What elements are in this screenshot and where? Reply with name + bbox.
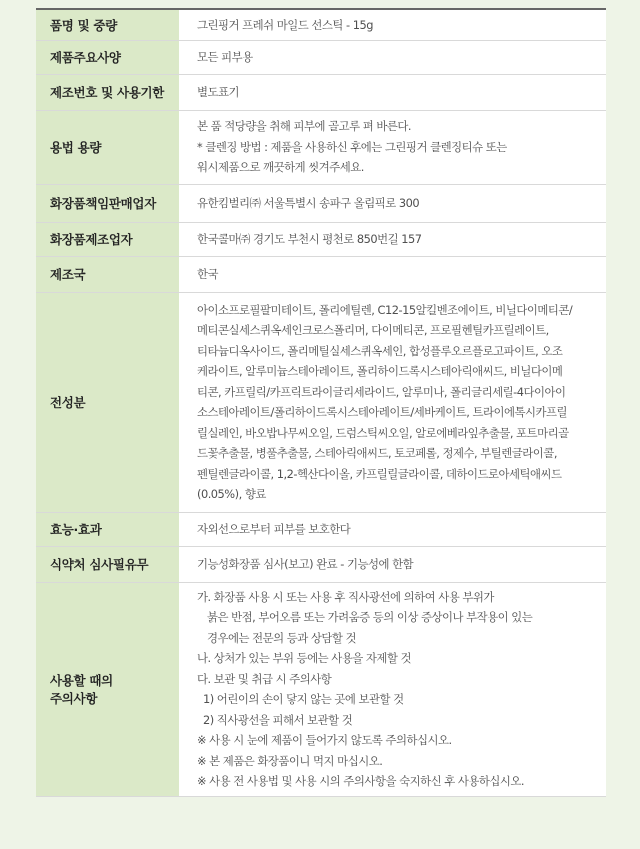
caution-line: ※ 본 제품은 화장품이니 먹지 마십시오. bbox=[197, 753, 383, 768]
row-label-manufacturer: 화장품제조업자 bbox=[36, 222, 179, 256]
row-value-distributor: 유한킴벌리㈜ 서울특별시 송파구 올림픽로 300 bbox=[179, 184, 606, 222]
row-value-lot-expiry: 별도표기 bbox=[179, 74, 606, 110]
caution-line: ※ 사용 전 사용법 및 사용 시의 주의사항을 숙지하신 후 사용하십시오. bbox=[197, 774, 524, 788]
caution-line: 나. 상처가 있는 부위 등에는 사용을 자제할 것 bbox=[197, 651, 412, 665]
row-label-usage: 용법 용량 bbox=[36, 110, 179, 184]
table-row bbox=[36, 256, 606, 292]
caution-line: 붉은 반점, 부어오름 또는 가려움증 등의 이상 증상이나 부작용이 있는 bbox=[207, 610, 533, 624]
row-label-mfds-review: 식약처 심사필유무 bbox=[36, 546, 179, 582]
caution-line: 경우에는 전문의 등과 상담할 것 bbox=[207, 630, 357, 645]
caution-line: 다. 보관 및 취급 시 주의사항 bbox=[197, 671, 332, 686]
row-label-name-weight: 품명 및 중량 bbox=[36, 10, 179, 40]
table-row bbox=[36, 40, 606, 74]
row-label-main-spec: 제품주요사양 bbox=[36, 40, 179, 74]
row-value-mfds-review: 기능성화장품 심사(보고) 완료 - 기능성에 한함 bbox=[179, 546, 606, 582]
table-row bbox=[36, 184, 606, 222]
table-row bbox=[36, 222, 606, 256]
table-row bbox=[36, 546, 606, 582]
table-row bbox=[36, 74, 606, 110]
caution-line: 가. 화장품 사용 시 또는 사용 후 직사광선에 의하여 사용 부위가 bbox=[197, 589, 494, 604]
table-row bbox=[36, 292, 606, 512]
table-row bbox=[36, 10, 606, 40]
table-row bbox=[36, 512, 606, 546]
row-value-country: 한국 bbox=[179, 256, 606, 292]
row-label-lot-expiry: 제조번호 및 사용기한 bbox=[36, 74, 179, 110]
table-row bbox=[36, 582, 606, 796]
row-value-main-spec: 모든 피부용 bbox=[179, 40, 606, 74]
row-value-usage: 본 품 적당량을 취해 피부에 골고루 펴 바른다. * 클렌징 방법 : 제품을 사용하신 후에는 그린핑거 클렌징티슈 또는 워시제품으로 깨끗하게 씻겨주세요. bbox=[179, 110, 606, 184]
row-label-cautions: 사용할 때의 주의사항 bbox=[36, 582, 179, 796]
row-label-ingredients: 전성분 bbox=[36, 292, 179, 512]
caution-line: 2) 직사광선을 피해서 보관할 것 bbox=[203, 712, 353, 727]
row-value-manufacturer: 한국콜마㈜ 경기도 부천시 평천로 850번길 157 bbox=[179, 222, 606, 256]
row-value-cautions bbox=[179, 582, 606, 796]
table-row bbox=[36, 110, 606, 184]
row-label-efficacy: 효능·효과 bbox=[36, 512, 179, 546]
caution-line: ※ 사용 시 눈에 제품이 들어가지 않도록 주의하십시오. bbox=[197, 733, 452, 747]
product-info-table bbox=[36, 10, 606, 797]
caution-line: 1) 어린이의 손이 닿지 않는 곳에 보관할 것 bbox=[203, 692, 404, 706]
row-label-distributor: 화장품책임판매업자 bbox=[36, 184, 179, 222]
row-value-name-weight: 그린핑거 프레쉬 마일드 선스틱 - 15g bbox=[179, 10, 606, 40]
row-value-ingredients: 아이소프로필팔미테이트, 폴리에틸렌, C12-15알킬벤조에이트, 비닐다이메티콘/ 메티콘실세스퀴옥세인크로스폴리머, 다이메티콘, 프로필헨틸카프릴레이트, 티타늄디옥사이드, 폴리메틸실세스퀴옥세인, 합성플루오르플로고파이트, 오조 케라이트, 알루미늄스테아레이트, 폴리하이드록시스테아릭애씨드, 비닐다이메 티콘, 카프릴릭/카프릭트라이글리세라이드, 알루미나, 폴리글리세릴-4다이아이 소스테아레이트/폴리하이드록시스테아레이트/세바케이트, 트라이에톡시카프릴 릴실레인, 바오밥나무씨오일, 드럼스틱씨오일, 알로에베라잎추출물, 포트마리골 드꽃추출물, 병풀추출물, 스테아릭애씨드, 토코페롤, 정제수, 부틸렌글라이콜, 펜틸렌글라이콜, 1,2-헥산다이올, 카프릴릴글라이콜, 데하이드로아세틱애씨드 (0.05%), 향료 bbox=[179, 292, 606, 512]
row-value-efficacy: 자외선으로부터 피부를 보호한다 bbox=[179, 512, 606, 546]
row-label-country: 제조국 bbox=[36, 256, 179, 292]
